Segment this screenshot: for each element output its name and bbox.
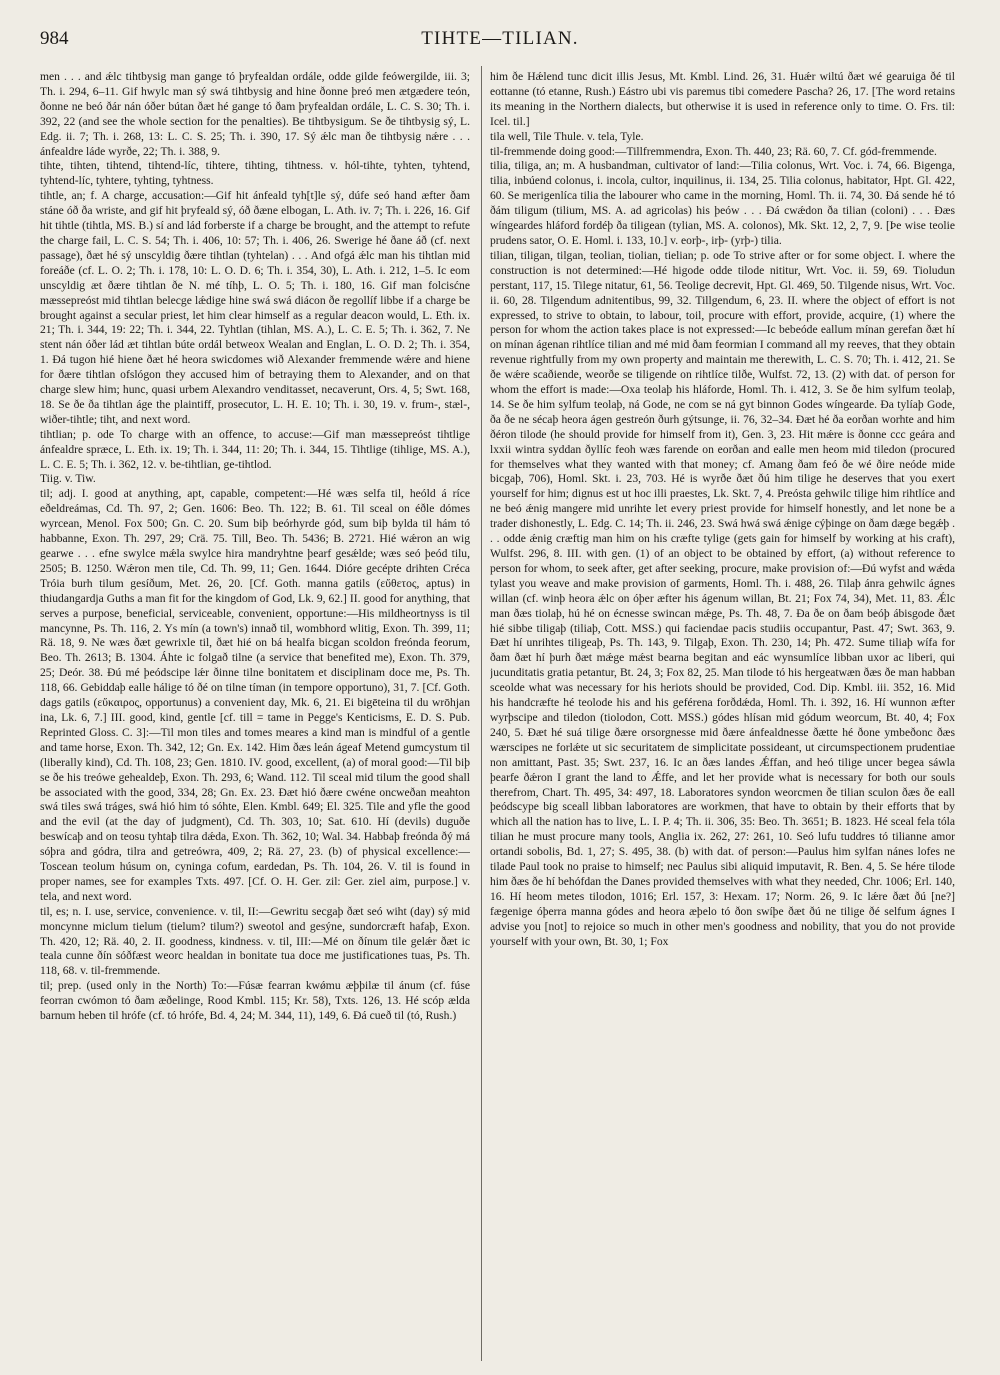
- dictionary-entry: him ðe Hǽlend tunc dicit illis Jesus, Mt. Kmbl. Lind. 26, 31. Huǽr wiltú ðæt wé gearuiga ðé til eottanne (tó etanne, Rush.) Eástro ubi vis paremus tibi comedere Pascha? 26, 17. [The word retains its meaning in the Northern dialects, but otherwise it is used in reference only to time. O. Frs. til: Icel. til.]: [490, 70, 955, 128]
- dictionary-entry: tilian, tiligan, tilgan, teolian, tiolian, tielian; p. ode To strive after or for some object. I. where the construction is not determined:—Hé higode odde tilode nititur, Wrt. Voc. ii. 59, 69. Tioludun perstant, 117, 15. Tilege nitatur, 61, 56. Teolige decrevit, Hpt. Gl. 469, 50. Tilgende nisus, Wrt. Voc. ii. 60, 28. Tilgendum adnitentibus, 99, 32. Tillgendum, 6, 23. II. where the object of effort is not expressed, to strive to obtain, to labour, toil, procure with effort, provide, acquire, (1) where the person for whom the action takes place is not expressed:—Ic bebeóde eallum mínan gerefan ðæt hí on mínan ágenan rihtlíce tilian and mé mid ðam feormian I command all my reeves, that they obtain revenue rightfully from my own property and maintain me therewith, L. C. S. 70; Th. i. 412, 21. Se ðe wǽre scaðiende, weorðe se tiligende on rihtlíce tilðe, Wulfst. 72, 13. (2) with dat. of person for whom the effort is made:—Oxa teolaþ his hláforde, Homl. Th. i. 412, 3. Se ðe him sylfum teolaþ, 14. Se ðe him sylfum teolaþ, ná Gode, ne com se ná gyt binnon Godes wíngearde. Ða tylíaþ Gode, ða ðe ne sécaþ heora ágen gestreón ðurh gýtsunge, ii. 76, 32–34. Ðæt hé ða eorðan worhte and him ðéron tilode (he should provide for himself from it), Gen. 3, 23. Hit mǽre is ðonne ccc geára and lxxii wintra syddan ðyllíc feoh wæs farende on eorðan and ealle men heom mid tiledon (procured for themselves what they wanted with that money; cf. Amang ðam feó ðe wé ðire neóde mide bicgaþ, 706), Homl. Skt. i. 23, 703. Hé is wyrðe ðæt ðú him tilige he deserves that you exert yourself for him; dignus est ut hoc illi praestes, Lk. Skt. 7, 4. Preósta gehwilc tilige him rihtlíce and ne beó ǽnig mangere mid unrihte let every priest provide for himself honestly, and let none be a trader dishonestly, L. Edg. C. 14; Th. ii. 246, 23. Swá hwá swá ǽnige cýþinge on ðam dæge begǽþ . . . odde ǽnig cræftig man him on his cræfte tylige (gets gain for himself by working at his craft), Wulfst. 296, 8. III. with gen. (1) of an object to be obtained by effort, (a) without reference to person for whom, to seek after, get after seeking, procure, make provision of:—Ðú wyfst and wǽda tylast you weave and make provision of garments, Homl. Th. i. 488, 26. Tilaþ ánra gehwilc ágnes willan (cf. winþ heora ǽlc on óþer æfter his ágenum willan, Bt. 21; Fox 74, 34), Met. 11, 83. Ǽlc man ðæs tiolaþ, hú hé on écnesse swincan mǽge, Ps. Th. 48, 7. Ða ðe on ðam beóþ ábisgode ðæt hié sibbe tiligaþ (tiliaþ, Cott. MSS.) qui faciendae pacis studiis occupantur, Past. 47; Swt. 363, 9. Ðæt hí unrihtes tiligeaþ, Ps. Th. 143, 9. Tilgaþ, Exon. Th. 230, 14; Ph. 472. Sume tiliaþ wífa for ðam ðæt hí þurh ðæt mǽge mǽst bearna begitan and eác wynsumlíce libban uxor ac liberi, qui jucunditatis gratia petantur, Bt. 24, 3; Fox 82, 25. Man tilode tó his hergeatwæn ðæs ðe man habban sceolde what was necessary for his heriots should be provided, Cod. Dip. Kmbl. iii. 352, 16. Mid his handcræfte hé teolode his and his geférena forðdǽda, Homl. Th. i. 392, 16. Hí wunnon æfter wyrþscipe and tiledon (tiolodon, Cott. MSS.) gódes hlísan mid gódum weorcum, Bt. 40, 4; Fox 240, 5. Ðæt hé suá tilige ðære orsorgnesse mid ðære ánfealdnesse ðætte hé ðone ymbeðonc ðæs wærscipes ne forlǽte ut sic securitatem de simplicitate possideant, ut circumspectionem prudentiae non amittant, Past. 35; Swt. 237, 16. Ic an ðæs landes Ǽffan, and heó tilige uncer begea sáwla þearfe ðǽron I grant the land to Ǽffe, and let her provide what is necessary for both our souls therefrom, Chart. Th. 495, 34: 497, 18. Laboratores syndon weorcmen ðe tilian sculon ðæs ðe eall þeódscype big sceall libban laboratores are workmen, that have to obtain by their efforts that by which all the nation has to live, L. I. P. 4; Th. ii. 306, 35: Beo. Th. 3651; B. 1823. Hé sceal fela tóla tilian he must procure many tools, Anglia ix. 262, 27: 261, 10. Seó lufu tuddres tó tilianne amor ortandi sobolis, Bd. 1, 27; S. 495, 38. (b) with dat. of person:—Paulus him sylfan nánes lofes ne tilade Paul took no praise to himself; nec Paulus sibi aliquid imputavit, R. Ben. 4, 5. Se hére tilode him ðæs ðe hí behófdan the Danes provided themselves with what they needed, Chr. 1006; Erl. 140, 16. Hí heom metes tilodon, 1016; Erl. 157, 3: Hexam. 17; Norm. 26, 9. Ic lǽre ðæt ðú [ne?] fægenige óþerra manna gódes and heora æþelo tó ðon swíþe ðæt ðú ne tilige ðé selfum ágnes I advise you [not] to rejoice so much in other men's goodness and nobility, that you do not provide yourself with your own, Bt. 30, 1; Fox: [490, 248, 955, 948]
- right-column: [490, 70, 955, 1360]
- running-title: TIHTE—TILIAN.: [421, 28, 579, 49]
- dictionary-entry: til; adj. I. good at anything, apt, capable, competent:—Hé wæs selfa til, heóld á ríce eðeldreámas, Cd. Th. 97, 2; Gen. 1606: Beo. Th. 122; B. 61. Til sceal on éðle dómes wyrcean, Menol. Fox 500; Gn. C. 20. Sum biþ beórhyrde gód, sum biþ bylda til hám tó habbanne, Exon. Th. 297, 29; Crä. 75. Till, Beo. Th. 5436; B. 2721. Hié wǽron an wig gearwe . . . efne swylce mǽla swylce hira mandryhtne þearf gesǽlde; wæs seó þeód tilu, 2505; B. 1250. Wǽron men tile, Cd. Th. 99, 11; Gen. 1644. Dióre gecépte drihten Créca Tróia burh tilum gesíðum, Met. 26, 20. [Cf. Goth. manna gatils (εὔθετος, aptus) in thiudangardja Guths a man fit for the kingdom of God, Lk. 9, 62.] II. good for anything, that serves a purpose, beneficial, serviceable, convenient, opportune:—His mildheortnyss is til mancynne, Ps. Th. 116, 2. Ys mín (a town's) innað til, wombhord wlitig, Exon. Th. 399, 11; Rä. 18, 9. Ne wæs ðæt gewrixle til, ðæt hié on bá healfa bicgan scoldon freónda feorum, Beo. Th. 2613; B. 1304. Áhte ic folgað tilne (a service that benefited me), Exon. Th. 379, 25; Deór. 38. Ðú mé þeódscipe lǽr ðinne tilne bonitatem et disciplinam doce me, Ps. Th. 118, 66. Gebiddaþ ealle hálige tó ðé on tilne tíman (in tempore opportuno), 31, 7. [Cf. Goth. dags gatils (εὔκαιρος, opportunus) a convenient day, Mk. 6, 21. Ei bigēteina til du wrōhjan ina, Lk. 6, 7.] III. good, kind, gentle [cf. till = tame in Pegge's Kenticisms, E. D. S. Pub. Reprinted Gloss. C. 3]:—Til mon tiles and tomes meares a kind man is mindful of a gentle and tame horse, Exon. Th. 342, 12; Gn. Ex. 142. Him ðæs leán ágeaf Metend gumcystum til (liberally kind), Cd. Th. 108, 23; Gen. 1810. IV. good, excellent, (a) of moral good:—Til biþ se ðe his treówe gehealdeþ, Exon. Th. 293, 6; Wand. 112. Til sceal mid tilum the good shall be associated with the good, 334, 28; Gn. Ex. 23. Ðæt hió ðære cwéne oncweðan meahton swá tiles swá tráges, swá hió him tó sóhte, Elen. Kmbl. 649; El. 325. Tile and yfle the good and the evil (at the day of judgment), Cd. Th. 303, 10; Sat. 610. Hí (devils) duguðe beswícaþ and on teosu tyhtaþ tilra dǽda, Exon. Th. 362, 10; Wal. 34. Habbaþ freónda ðý má sóþra and gódra, tilra and getreówra, 409, 2; Rä. 27, 23. (b) of physical excellence:—Toscean teolum húsum on, cyninga cofum, eardedan, Ps. Th. 104, 26. V. til is found in proper names, see for examples Txts. 497. [Cf. O. H. Ger. zil: Ger. ziel aim, purpose.] v. tela, and next word.: [40, 487, 470, 903]
- dictionary-entry: til, es; n. I. use, service, convenience. v. til, II:—Gewritu secgaþ ðæt seó wiht (day) sý mid moncynne miclum tielum (tielum? tilum?) sweotol and gesýne, sundorcræft hafaþ, Exon. Th. 420, 12; Rä. 40, 2. II. goodness, kindness. v. til, III:—Mé on ðínum tile gelǽr ðæt ic teala cunne ðín sóðfæst weorc healdan in bonitate tua doce me justificationes tuas, Ps. Th. 118, 68. v. til-fremmende.: [40, 904, 470, 978]
- dictionary-entry: tihte, tihten, tihtend, tihtend-líc, tihtere, tihting, tihtness. v. hól-tihte, tyhten, tyhtend, tyhtend-líc, tyhtere, tyhting, tyhtness.: [40, 159, 470, 188]
- dictionary-entry: tila well, Tile Thule. v. tela, Tyle.: [490, 129, 644, 143]
- dictionary-entry: Tiig. v. Tiw.: [40, 472, 96, 486]
- dictionary-entry: til; prep. (used only in the North) To:—Fúsæ fearran kwǿmu æþþilæ til ánum (cf. fúse feorran cwómon tó ðam æðelinge, Rood Kmbl. 115; Kr. 58), Txts. 126, 13. Hé scóp ælda barnum heben til hrófe (cf. tó hrófe, Bd. 4, 24; M. 344, 11), 149, 6. Ðá cueð til (tó, Rush.): [40, 979, 470, 1023]
- dictionary-entry: men . . . and ǽlc tihtbysig man gange tó þryfealdan ordále, odde gilde feówergilde, iii. 3; Th. i. 294, 6–11. Gif hwylc man sý swá tihtbysig and hine ðonne þreó men ætgædere teón, ðonne ne beó ðár nán óðer bútan ðæt hé gange tó ðam þryfealdan ordále, L. C. S. 30; Th. i. 392, 22 (and see the whole section for the penalties). Be tihtbysigum. Se ðe tihtbysig sý, L. Edg. ii. 7; Th. i. 268, 13: L. C. S. 25; Th. i. 390, 17. Sý ǽlc man ðe tihtbysig nǽre . . . ánfealdre láde wyrðe, 22; Th. i. 388, 9.: [40, 70, 470, 158]
- column-divider: [481, 66, 482, 1361]
- page-number: 984: [40, 28, 69, 49]
- page-header: [0, 28, 1000, 58]
- dictionary-entry: tihtlian; p. ode To charge with an offence, to accuse:—Gif man mæssepreóst tihtlige ánfealdre spræce, L. Eth. ix. 19; Th. i. 344, 11: 20; Th. i. 344, 15. Tihtlige (tihlige, MS. A.), L. C. E. 5; Th. i. 362, 12. v. be-tihtlian, ge-tihtlod.: [40, 427, 470, 471]
- dictionary-entry: tihtle, an; f. A charge, accusation:—Gif hit ánfeald tyh[t]le sý, dúfe seó hand æfter ðam stáne óð ða wriste, and gif hit þryfeald sý, óð ðæne elbogan, L. Ath. iv. 7; Th. i. 226, 16. Gif hit tihtle (tihtla, MS. B.) sí and lád forberste if a charge be brought, and the attempt to refute the charge fail, L. C. S. 54; Th. i. 406, 10: 57; Th. i. 406, 26. Swerige hé ðane áð (cf. next passage), ðæt hé sý unscyldig ðære tihtlan (tyhtelan) . . . And ofgá ǽlc man his tihtlan mid foreáðe (cf. L. O. 2; Th. i. 178, 10: L. O. D. 6; Th. i. 354, 30), L. Ath. i. 212, 1–5. Ic eom unscyldig æt ðære tihtlan ðe N. mé tíhþ, L. O. 5; Th. i. 180, 16. Gif man folcisćne mæssepreóst mid tihtlan belecge lǽdige hine swá swá diácon ðe regollíf libbe if a charge be brought against a secular priest, let him clear himself as a regular deacon would, L. Eth. ix. 21; Th. i. 344, 19: 22; Th. i. 344, 22. Tyhtlan (tihlan, MS. A.), L. C. E. 5; Th. i. 362, 7. Ne stent nán óðer lád æt tihtlan búte ordál betweox Wealan and Englan, L. O. D. 2; Th. i. 354, 1. Ðá tugon hié hiene ðæt hé heora swicdomes wið Alexander fremmende wǽre and hiene for ðære tihtlan ofslógon they accused him of betraying them to Alexander, and on that charge slew him; hunc, quasi urbem Alexandro venditasset, necaverunt, Ors. 4, 5; Swt. 168, 18. Se ðe ða tihtlan áge the plaintiff, prosecutor, L. H. E. 10; Th. i. 30, 19. v. frum-, stæl-, wiðer-tihtle; tiht, and next word.: [40, 189, 470, 426]
- dictionary-entry: tilia, tiliga, an; m. A husbandman, cultivator of land:—Tilia colonus, Wrt. Voc. i. 74, 66. Bigenga, tilia, inbúend colonus, i. incola, cultor, inquilinus, ii. 134, 25. Tilia colonus, habitator, Hpt. Gl. 422, 60. Se merigenlíca tilia the labourer who came in the morning, Homl. Th. ii. 74, 30. Ðá sende hé tó ðám tiligum (tilium, MS. A. ad agricolas) his þeów . . . Ðá cwǽdon ða tilian (coloni) . . . Ðæs wíngeardes hláford fordéþ ða tiligean (tylian, MS. A. colonos), Mk. Skt. 12, 2, 7, 9. [Þe wise teolie prudens sator, O. E. Homl. i. 133, 10.] v. eorþ-, irþ- (yrþ-) tilia.: [490, 159, 955, 247]
- left-column: [40, 70, 470, 1360]
- dictionary-entry: til-fremmende doing good:—Tillfremmendra, Exon. Th. 440, 23; Rä. 60, 7. Cf. gód-fremmende.: [490, 144, 937, 158]
